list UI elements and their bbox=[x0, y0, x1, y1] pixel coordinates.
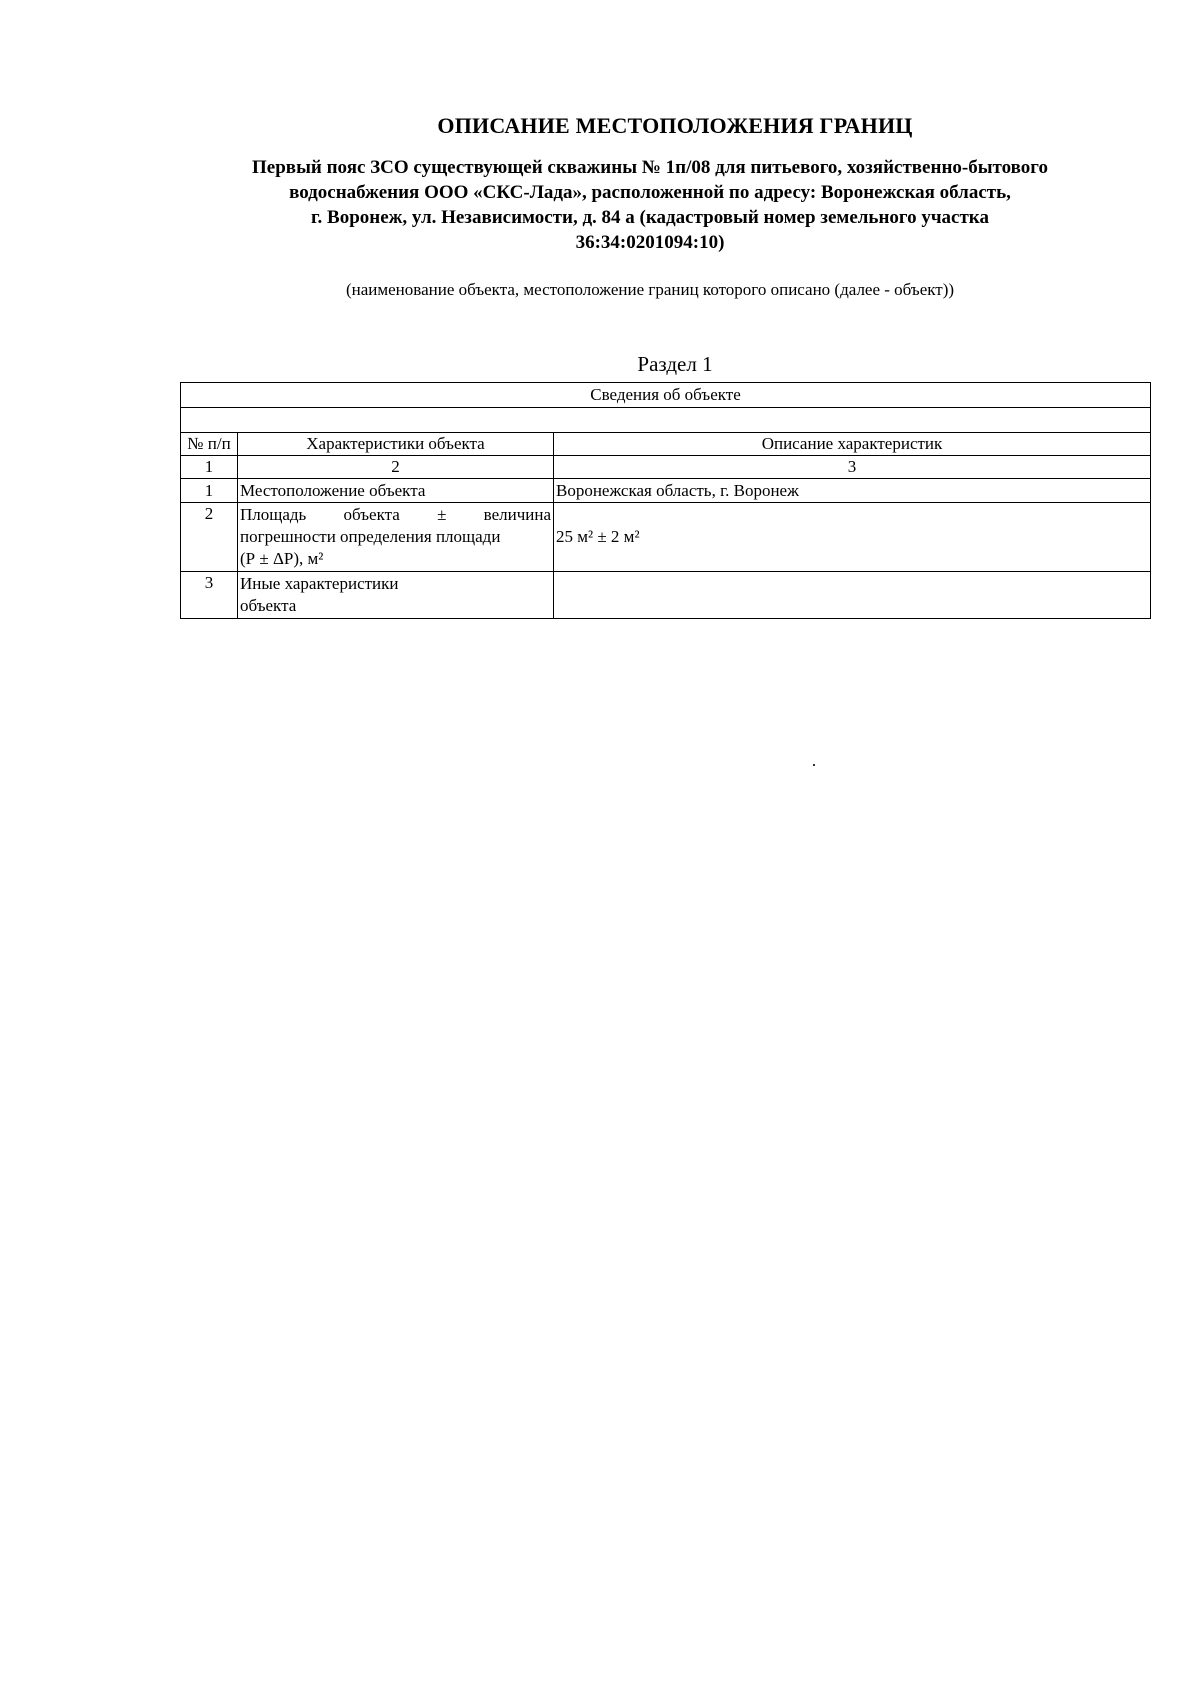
row-characteristic bbox=[238, 572, 554, 619]
table-header: Сведения об объекте bbox=[181, 383, 1151, 408]
object-name-line: г. Воронеж, ул. Независимости, д. 84 а (кадастровый номер земельного участка bbox=[311, 207, 989, 228]
row-description bbox=[554, 572, 1151, 619]
column-header: Характеристики объекта bbox=[238, 433, 554, 456]
row-characteristic-line: объекта bbox=[240, 596, 297, 615]
row-number: 1 bbox=[181, 479, 238, 503]
table-columns-row bbox=[181, 433, 1151, 456]
row-number: 2 bbox=[181, 503, 238, 572]
column-number: 3 bbox=[554, 456, 1151, 479]
object-name-line: водоснабжения ООО «СКС-Лада», расположенной по адресу: Воронежская область, bbox=[289, 182, 1011, 203]
table-header-row bbox=[181, 383, 1151, 408]
row-number: 3 bbox=[181, 572, 238, 619]
table-row bbox=[181, 479, 1151, 503]
row-characteristic-line: Иные характеристики bbox=[240, 574, 399, 593]
column-header: № п/п bbox=[181, 433, 238, 456]
table-empty-row bbox=[181, 408, 1151, 433]
row-characteristic bbox=[238, 503, 554, 572]
row-characteristic-line: (Р ± ΔР), м² bbox=[240, 549, 324, 568]
document-title: ОПИСАНИЕ МЕСТОПОЛОЖЕНИЯ ГРАНИЦ bbox=[437, 113, 913, 138]
table-empty-cell bbox=[181, 408, 1151, 433]
row-characteristic: Местоположение объекта bbox=[238, 479, 554, 503]
row-description: Воронежская область, г. Воронеж bbox=[554, 479, 1151, 503]
object-info-table bbox=[180, 382, 1151, 619]
object-caption: (наименование объекта, местоположение границ которого описано (далее - объект)) bbox=[345, 280, 955, 299]
scan-speck bbox=[813, 764, 815, 766]
row-characteristic-line: погрешности определения площади bbox=[240, 527, 501, 546]
row-description: 25 м² ± 2 м² bbox=[554, 503, 1151, 572]
row-characteristic-line: Площадь объекта ± величина bbox=[240, 505, 551, 524]
table-row bbox=[181, 503, 1151, 572]
table-column-numbers-row bbox=[181, 456, 1151, 479]
object-name bbox=[180, 155, 1120, 255]
column-header: Описание характеристик bbox=[554, 433, 1151, 456]
column-number: 1 bbox=[181, 456, 238, 479]
section-heading: Раздел 1 bbox=[637, 352, 713, 376]
table-row bbox=[181, 572, 1151, 619]
column-number: 2 bbox=[238, 456, 554, 479]
object-name-line: Первый пояс ЗСО существующей скважины № 1п/08 для питьевого, хозяйственно-бытового bbox=[252, 157, 1048, 178]
object-name-line: 36:34:0201094:10) bbox=[575, 232, 725, 253]
